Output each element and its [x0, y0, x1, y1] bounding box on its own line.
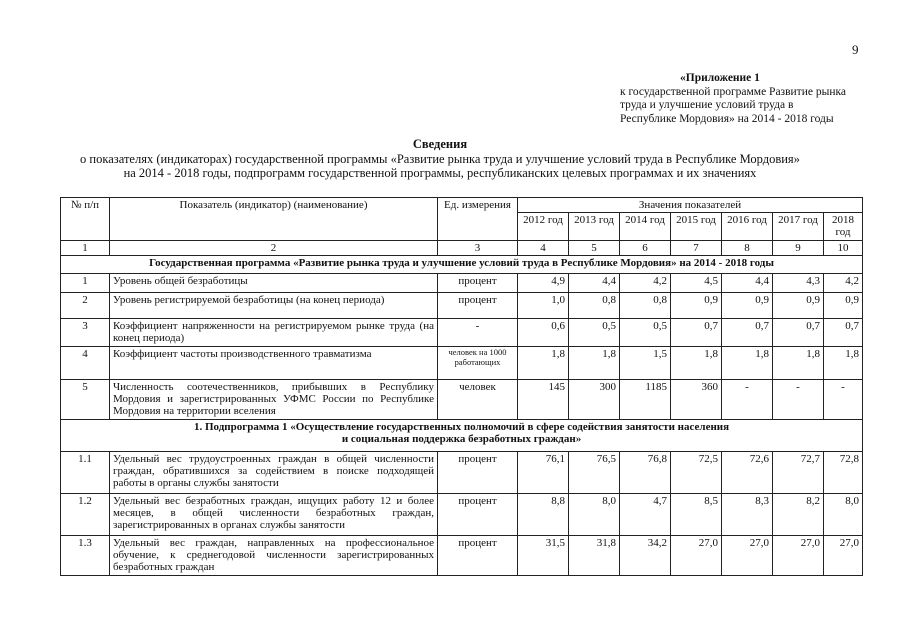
row-indicator: Уровень регистрируемой безработицы (на конец периода)	[110, 293, 438, 319]
row-value: 1,8	[671, 347, 722, 380]
row-num: 1.1	[61, 452, 110, 494]
row-unit: процент	[438, 536, 518, 576]
row-value: 31,5	[518, 536, 569, 576]
title-line: о показателях (индикаторах) государственной программы «Развитие рынка труда и улучшение условий труда в Республике Мордовия»	[80, 151, 800, 166]
document-title	[40, 137, 840, 181]
row-value: 76,1	[518, 452, 569, 494]
column-number: 7	[671, 241, 722, 256]
column-number: 2	[110, 241, 438, 256]
header-year: 2013 год	[569, 213, 620, 241]
row-value: 4,4	[722, 274, 773, 293]
row-value: 4,9	[518, 274, 569, 293]
table-row	[61, 380, 863, 420]
table-row	[61, 347, 863, 380]
row-value: 4,3	[773, 274, 824, 293]
row-value: -	[824, 380, 863, 420]
row-value: 300	[569, 380, 620, 420]
title-heading: Сведения	[412, 137, 468, 151]
column-number: 6	[620, 241, 671, 256]
row-value: 1,8	[518, 347, 569, 380]
row-value: 1,5	[620, 347, 671, 380]
row-value: 0,9	[722, 293, 773, 319]
row-value: 1,8	[824, 347, 863, 380]
row-value: -	[773, 380, 824, 420]
row-num: 1	[61, 274, 110, 293]
row-indicator: Удельный вес трудоустроенных граждан в общей численности граждан, обратившихся за содействием в поиске подходящей работы в органы службы занятости	[110, 452, 438, 494]
row-value: 4,7	[620, 494, 671, 536]
row-unit: процент	[438, 293, 518, 319]
header-values-group: Значения показателей	[518, 198, 863, 213]
row-value: 72,6	[722, 452, 773, 494]
row-unit: процент	[438, 274, 518, 293]
row-value: 4,2	[620, 274, 671, 293]
appendix-line: Республике Мордовия» на 2014 - 2018 годы	[620, 112, 834, 125]
row-value: 0,5	[569, 319, 620, 347]
row-value: 1,8	[773, 347, 824, 380]
table-row	[61, 319, 863, 347]
column-number: 3	[438, 241, 518, 256]
row-value: 27,0	[773, 536, 824, 576]
row-value: 1,8	[569, 347, 620, 380]
indicators-table	[60, 197, 863, 576]
row-num: 1.2	[61, 494, 110, 536]
row-value: 72,8	[824, 452, 863, 494]
row-value: 72,7	[773, 452, 824, 494]
row-indicator: Численность соотечественников, прибывших в Республику Мордовия и зарегистрированных УФМС России по Республике Мордовия на территории вселения	[110, 380, 438, 420]
row-value: 4,5	[671, 274, 722, 293]
row-indicator: Уровень общей безработицы	[110, 274, 438, 293]
header-year: 2014 год	[620, 213, 671, 241]
row-num: 4	[61, 347, 110, 380]
row-value: 0,7	[824, 319, 863, 347]
header-indicator: Показатель (индикатор) (наименование)	[110, 198, 438, 241]
row-value: 0,7	[722, 319, 773, 347]
row-value: 27,0	[722, 536, 773, 576]
row-unit: процент	[438, 452, 518, 494]
row-value: 72,5	[671, 452, 722, 494]
header-num: № п/п	[61, 198, 110, 241]
row-value: 1185	[620, 380, 671, 420]
table-row	[61, 452, 863, 494]
row-value: 0,6	[518, 319, 569, 347]
row-value: 145	[518, 380, 569, 420]
row-value: 76,5	[569, 452, 620, 494]
header-year: 2017 год	[773, 213, 824, 241]
program-title-row: Государственная программа «Развитие рынка труда и улучшение условий труда в Республике Мордовия» на 2014 - 2018 годы	[61, 256, 863, 274]
row-value: 27,0	[824, 536, 863, 576]
row-value: 8,3	[722, 494, 773, 536]
column-number: 5	[569, 241, 620, 256]
row-value: 8,8	[518, 494, 569, 536]
row-value: 1,0	[518, 293, 569, 319]
row-value: 76,8	[620, 452, 671, 494]
row-value: 360	[671, 380, 722, 420]
row-unit: человек	[438, 380, 518, 420]
row-value: 0,9	[671, 293, 722, 319]
row-num: 3	[61, 319, 110, 347]
header-year: 2012 год	[518, 213, 569, 241]
row-num: 1.3	[61, 536, 110, 576]
row-value: 0,5	[620, 319, 671, 347]
row-unit: -	[438, 319, 518, 347]
appendix-note	[620, 72, 846, 126]
row-indicator: Удельный вес граждан, направленных на профессиональное обучение, к среднегодовой численности зарегистрированных безработных граждан	[110, 536, 438, 576]
header-year: 2018 год	[824, 213, 863, 241]
row-indicator: Удельный вес безработных граждан, ищущих работу 12 и более месяцев, в общей численности безработных граждан, зарегистрированных в органах службы занятости	[110, 494, 438, 536]
row-value: 0,8	[620, 293, 671, 319]
row-value: 8,5	[671, 494, 722, 536]
row-value: 0,7	[773, 319, 824, 347]
table-row	[61, 274, 863, 293]
subprogram-title-row	[61, 420, 863, 452]
row-value: 34,2	[620, 536, 671, 576]
column-number: 10	[824, 241, 863, 256]
column-number: 8	[722, 241, 773, 256]
appendix-line: труда и улучшение условий труда в	[620, 99, 794, 111]
header-year: 2016 год	[722, 213, 773, 241]
appendix-heading: «Приложение 1	[680, 72, 760, 84]
row-value: 8,2	[773, 494, 824, 536]
header-year: 2015 год	[671, 213, 722, 241]
row-value: 1,8	[722, 347, 773, 380]
row-indicator: Коэффициент напряженности на регистрируемом рынке труда (на конец периода)	[110, 319, 438, 347]
header-unit: Ед. измерения	[438, 198, 518, 241]
row-unit: процент	[438, 494, 518, 536]
row-unit: человек на 1000 работающих	[438, 347, 518, 380]
column-number: 9	[773, 241, 824, 256]
subprogram-title-line: и социальная поддержка безработных граждан»	[341, 433, 582, 445]
row-value: 8,0	[569, 494, 620, 536]
row-indicator: Коэффициент частоты производственного травматизма	[110, 347, 438, 380]
subprogram-title-line: 1. Подпрограмма 1 «Осуществление государственных полномочий в сфере содействия занятости населения	[193, 421, 730, 433]
row-value: 4,4	[569, 274, 620, 293]
row-value: 0,7	[671, 319, 722, 347]
title-line: на 2014 - 2018 годы, подпрограмм государственной программы, республиканских целевых программах и их значениях	[123, 166, 757, 180]
row-value: 0,9	[824, 293, 863, 319]
page-number: 9	[852, 42, 859, 57]
table-row	[61, 494, 863, 536]
table-row	[61, 536, 863, 576]
row-num: 2	[61, 293, 110, 319]
column-number: 4	[518, 241, 569, 256]
table-row	[61, 293, 863, 319]
row-value: 8,0	[824, 494, 863, 536]
appendix-line: к государственной программе Развитие рынка	[620, 85, 846, 98]
row-value: 4,2	[824, 274, 863, 293]
row-value: 31,8	[569, 536, 620, 576]
row-value: -	[722, 380, 773, 420]
column-number: 1	[61, 241, 110, 256]
row-value: 0,8	[569, 293, 620, 319]
row-num: 5	[61, 380, 110, 420]
row-value: 27,0	[671, 536, 722, 576]
row-value: 0,9	[773, 293, 824, 319]
